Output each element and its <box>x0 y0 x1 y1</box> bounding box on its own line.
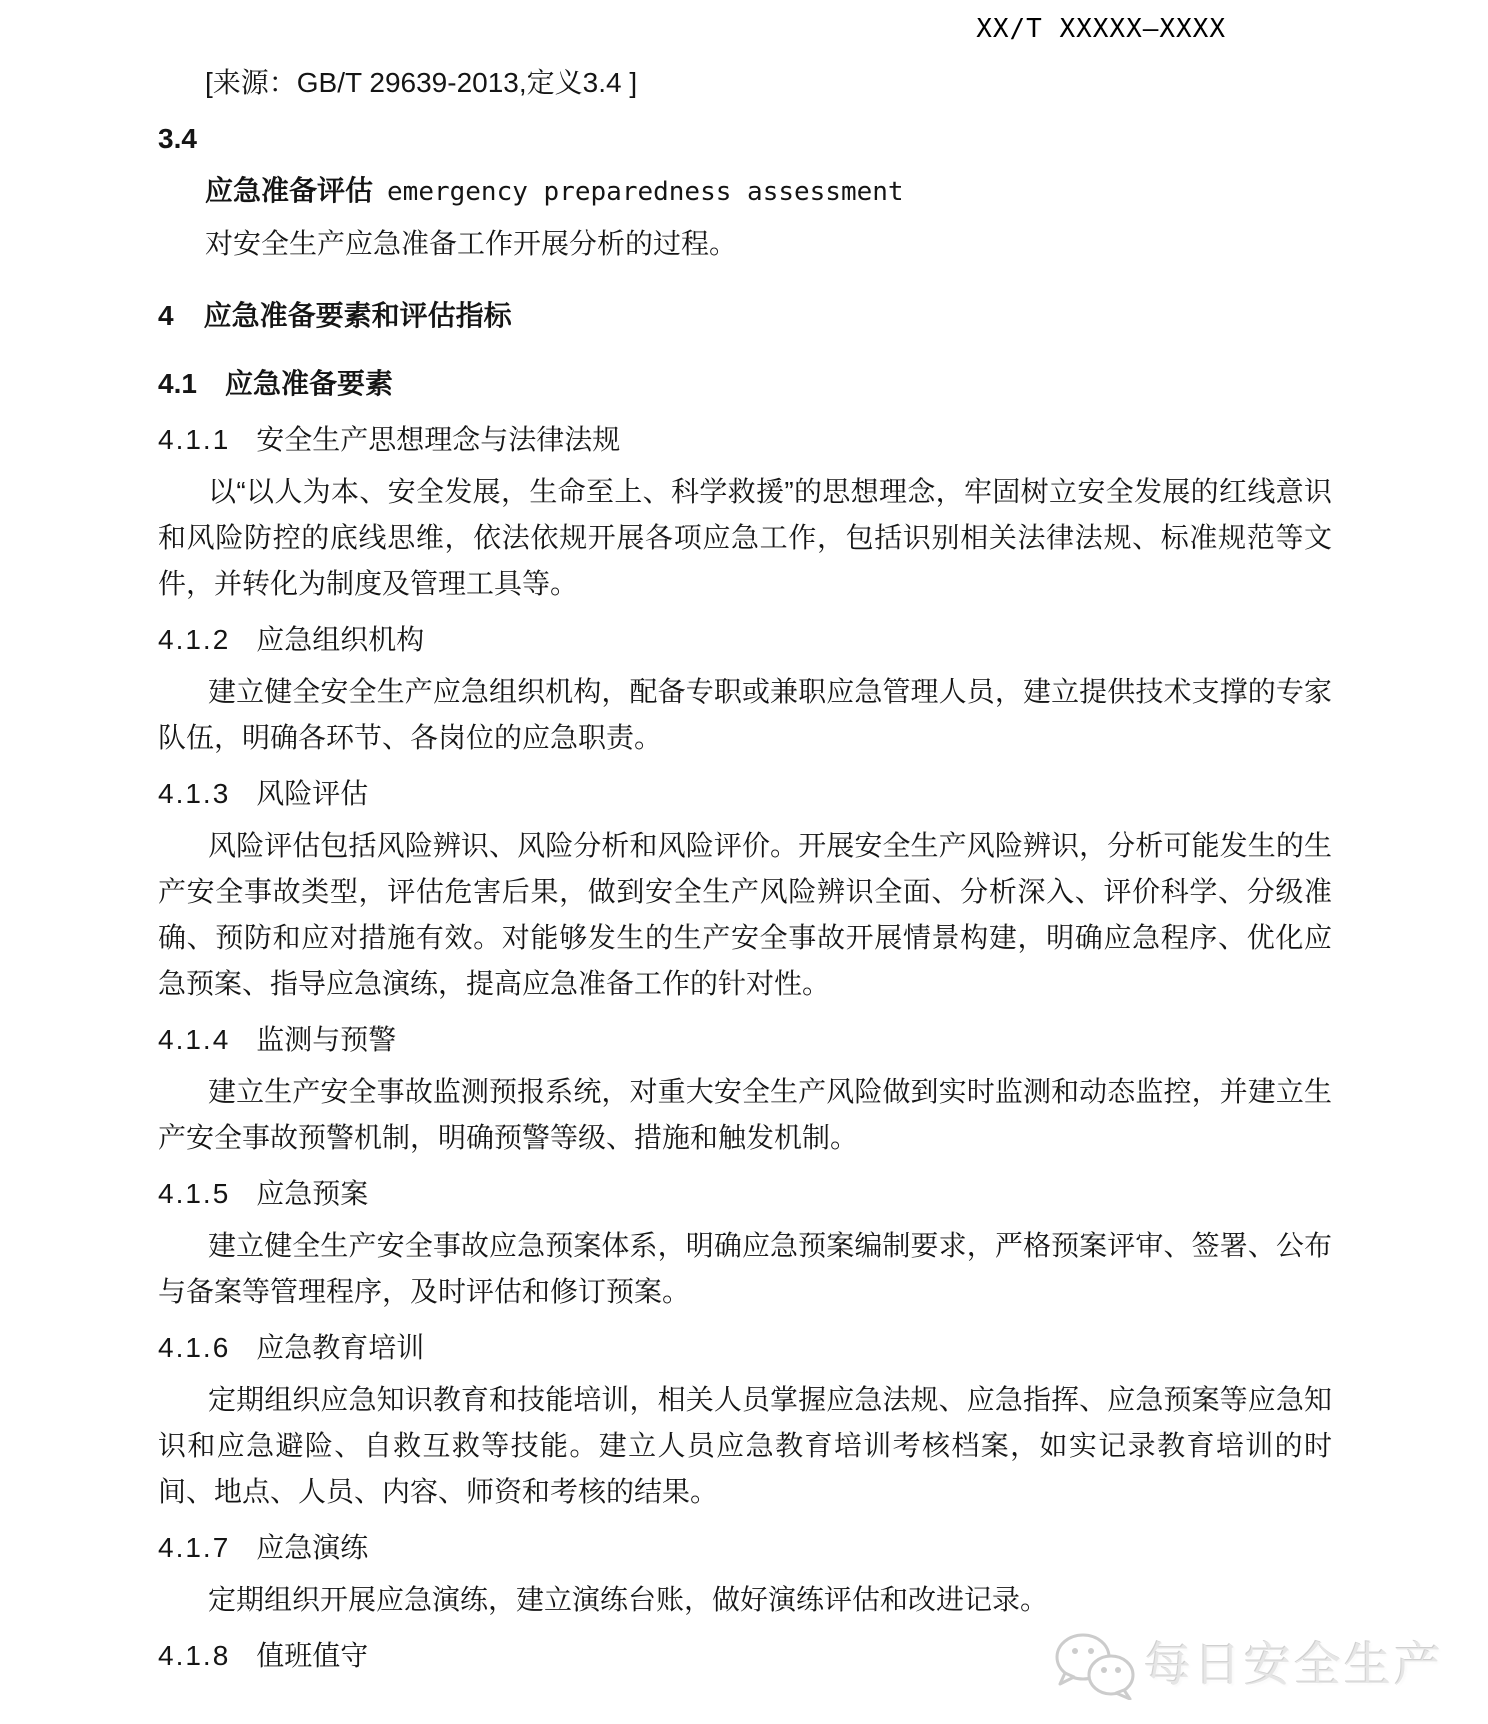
term-definition: 对安全生产应急准备工作开展分析的过程。 <box>205 228 738 259</box>
subsection-heading-4-1-7 <box>158 1525 1332 1571</box>
term-zh: 应急准备评估 <box>205 175 374 206</box>
watermark-text: 每日安全生产 <box>1144 1638 1444 1691</box>
term-en: emergency preparedness assessment <box>387 177 904 207</box>
subsection-title: 应急预案 <box>256 1178 369 1209</box>
subsection-number: 4.1.2 <box>158 624 231 655</box>
section-heading <box>158 361 1332 407</box>
section-title: 应急准备要素 <box>224 368 393 399</box>
subsection-heading-4-1-5 <box>158 1171 1332 1217</box>
subsection-title: 应急演练 <box>256 1532 369 1563</box>
subsection-heading-4-1-8 <box>158 1633 1332 1679</box>
term-clause-number: 3.4 <box>158 123 197 154</box>
subsection-title: 应急组织机构 <box>256 624 425 655</box>
chapter-number: 4 <box>158 300 174 331</box>
subsection-body-4-1-3: 风险评估包括风险辨识、风险分析和风险评价。开展安全生产风险辨识，分析可能发生的生产安全事故类型，评估危害后果，做到安全生产风险辨识全面、分析深入、评价科学、分级准确、预防和应对措施有效。对能够发生的生产安全事故开展情景构建，明确应急程序、优化应急预案、指导应急演练，提高应急准备工作的针对性。 <box>158 830 1332 999</box>
chapter-heading <box>158 293 1332 339</box>
subsection-body-4-1-5: 建立健全生产安全事故应急预案体系，明确应急预案编制要求，严格预案评审、签署、公布与备案等管理程序，及时评估和修订预案。 <box>158 1230 1332 1307</box>
subsection-number: 4.1.5 <box>158 1178 231 1209</box>
subsection-title: 监测与预警 <box>256 1024 397 1055</box>
subsection-number: 4.1.6 <box>158 1332 231 1363</box>
source-note: [来源：GB/T 29639-2013,定义3.4 ] <box>205 67 638 98</box>
chapter-title: 应急准备要素和评估指标 <box>203 300 512 331</box>
subsection-body-4-1-7: 定期组织开展应急演练，建立演练台账，做好演练评估和改进记录。 <box>208 1584 1049 1615</box>
subsection-number: 4.1.8 <box>158 1640 231 1671</box>
section-number: 4.1 <box>158 368 197 399</box>
subsection-number: 4.1.7 <box>158 1532 231 1563</box>
term-line <box>158 168 1332 215</box>
standard-number-header: XX/T XXXXX—XXXX <box>976 14 1226 44</box>
subsection-heading-4-1-2 <box>158 617 1332 663</box>
subsection-body-4-1-6: 定期组织应急知识教育和技能培训，相关人员掌握应急法规、应急指挥、应急预案等应急知识和应急避险、自救互救等技能。建立人员应急教育培训考核档案，如实记录教育培训的时间、地点、人员、内容、师资和考核的结果。 <box>158 1384 1332 1507</box>
subsection-title: 风险评估 <box>256 778 369 809</box>
subsection-heading-4-1-1 <box>158 417 1332 463</box>
subsection-heading-4-1-3 <box>158 771 1332 817</box>
subsection-number: 4.1.1 <box>158 424 231 455</box>
subsection-title: 安全生产思想理念与法律法规 <box>256 424 621 455</box>
subsection-heading-4-1-6 <box>158 1325 1332 1371</box>
subsection-number: 4.1.4 <box>158 1024 231 1055</box>
subsection-number: 4.1.3 <box>158 778 231 809</box>
subsection-body-4-1-2: 建立健全安全生产应急组织机构，配备专职或兼职应急管理人员，建立提供技术支撑的专家队伍，明确各环节、各岗位的应急职责。 <box>158 676 1332 753</box>
subsection-title: 值班值守 <box>256 1640 369 1671</box>
subsection-body-4-1-1: 以“以人为本、安全发展，生命至上、科学救援”的思想理念，牢固树立安全发展的红线意识和风险防控的底线思维，依法依规开展各项应急工作，包括识别相关法律法规、标准规范等文件，并转化为制度及管理工具等。 <box>158 476 1332 599</box>
subsection-title: 应急教育培训 <box>256 1332 425 1363</box>
document-body <box>158 0 1332 1685</box>
subsection-heading-4-1-4 <box>158 1017 1332 1063</box>
subsection-body-4-1-4: 建立生产安全事故监测预报系统，对重大安全生产风险做到实时监测和动态监控，并建立生产安全事故预警机制，明确预警等级、措施和触发机制。 <box>158 1076 1332 1153</box>
